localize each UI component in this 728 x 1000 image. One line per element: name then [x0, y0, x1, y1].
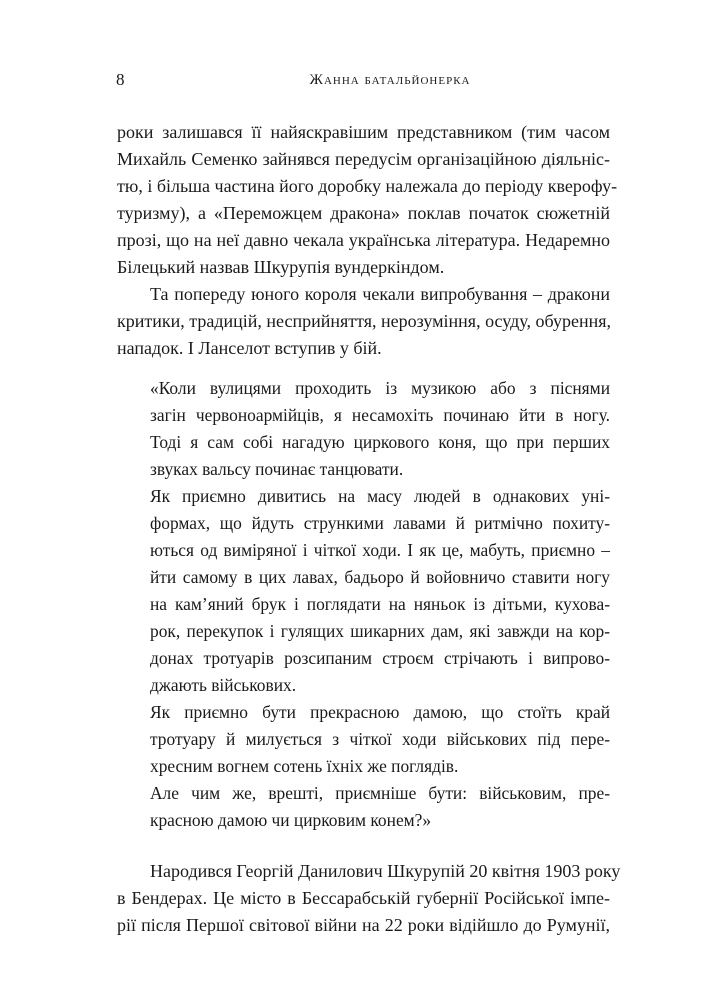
- page-number: 8: [116, 70, 125, 89]
- text-line: Та попереду юного короля чекали випробування – дракони: [150, 284, 610, 304]
- intro-paragraph-2: [117, 281, 610, 362]
- quote-line: Як приємно бути прекрасною дамою, що стоїть край: [150, 702, 610, 722]
- text-line: критики, традицій, несприйняття, нерозуміння, осуду, обурення,: [117, 311, 612, 331]
- quote-line: донах тротуарів розсипаним строєм стрічають і випрово-: [150, 648, 610, 668]
- quote-line: Але чим же, врешті, приємніше бути: військовим, пре-: [150, 783, 610, 803]
- text-line: тю, і більша частина його доробку належала до періоду кверофу-: [117, 176, 618, 196]
- text-line: в Бендерах. Це місто в Бессарабській губернії Російської імпе-: [117, 888, 610, 908]
- quote-line: Тоді я сам собі нагадую циркового коня, що при перших: [150, 432, 610, 452]
- text-line: нападок. І Ланселот вступив у бій.: [117, 338, 382, 358]
- quote-line: тротуару й милується з чіткої ходи військових під пере-: [150, 729, 610, 749]
- quote-line: «Коли вулицями проходить із музикою або з піснями: [150, 378, 610, 398]
- quote-paragraph-3: [150, 699, 610, 780]
- text-line: рії після Першої світової війни на 22 роки відійшло до Румунії,: [117, 915, 610, 935]
- quote-paragraph-1: [150, 375, 610, 483]
- quote-line: Як приємно дивитись на масу людей в однакових уні-: [150, 486, 610, 506]
- quote-line: красною дамою чи цирковим конем?»: [150, 810, 432, 830]
- text-line: Білецький назвав Шкурупія вундеркіндом.: [117, 257, 445, 277]
- quote-line: ються од виміряної і чіткої ходи. І як це, мабуть, приємно –: [150, 540, 610, 560]
- text-line: Михайль Семенко зайнявся передусім організаційною діяльніс-: [117, 149, 610, 169]
- quote-line: хресним вогнем сотень їхніх же поглядів.: [150, 756, 459, 776]
- intro-paragraph-1: [117, 119, 618, 281]
- closing-paragraph: [117, 858, 621, 939]
- quote-line: йти самому в цих лавах, бадьоро й войовничо ставити ногу: [150, 567, 610, 587]
- quote-line: загін червоноармійців, я несамохіть починаю йти в ногу.: [150, 405, 610, 425]
- quote-line: на кам’яний брук і поглядати на няньок із дітьми, кухова-: [150, 594, 610, 614]
- text-line: Народився Георгій Данилович Шкурупій 20 квітня 1903 року: [150, 861, 621, 881]
- text-line: прозі, що на неї давно чекала українська література. Недаремно: [117, 230, 610, 250]
- quote-paragraph-2: [150, 483, 610, 699]
- quote-paragraph-4: [150, 780, 610, 834]
- quote-line: рок, перекупок і гулящих шикарних дам, які завжди на кор-: [150, 621, 610, 641]
- quote-line: джають військових.: [150, 675, 297, 695]
- text-line: роки залишався її найяскравішим представником (тим часом: [117, 122, 610, 142]
- quote-line: звуках вальсу починає танцювати.: [150, 459, 404, 479]
- quote-line: формах, що йдуть стрункими лавами й ритмічно похиту-: [150, 513, 610, 533]
- text-line: туризму), а «Переможцем дракона» поклав початок сюжетній: [117, 203, 610, 223]
- running-header-title: Жанна батальйонерка: [309, 72, 471, 88]
